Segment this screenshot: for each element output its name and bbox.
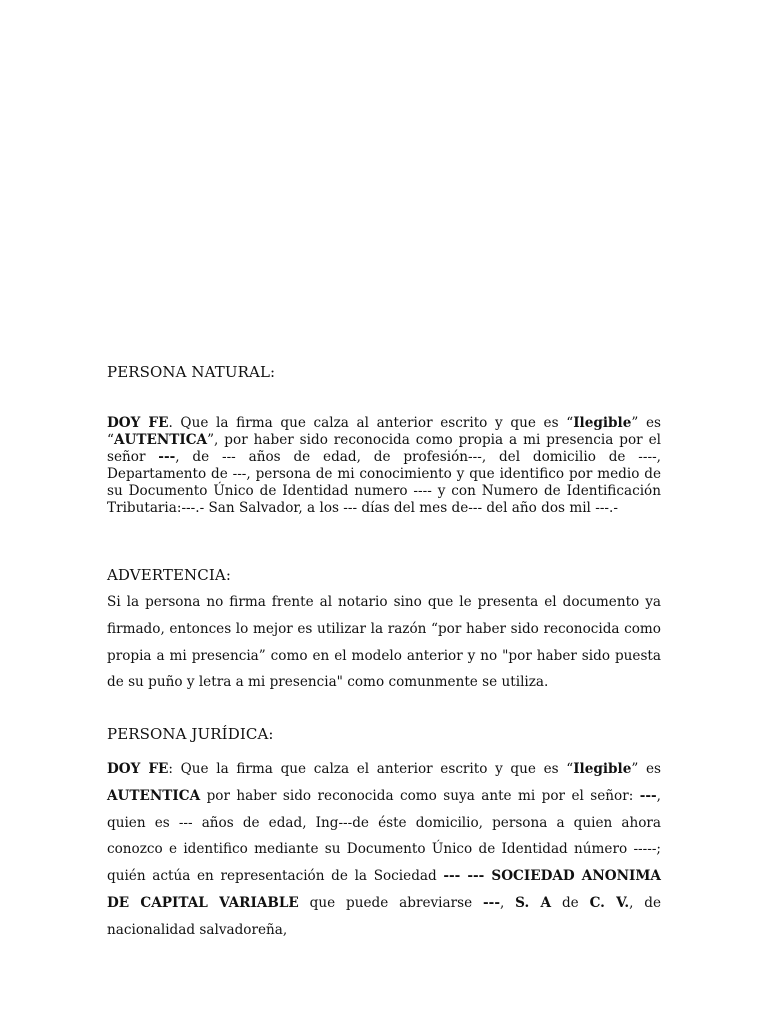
text-segment: , de nacionalidad salvadoreña, <box>107 894 661 938</box>
cv-label: C. V. <box>589 894 630 911</box>
autentica-label: AUTENTICA <box>113 432 208 448</box>
ilegible-label: Ilegible <box>573 761 632 777</box>
section-persona-natural <box>107 363 661 381</box>
ilegible-label: Ilegible <box>573 415 632 431</box>
text-segment: : Que la firma que calza el anterior escrito y que es “ <box>168 761 574 777</box>
paragraph-doy-fe-natural <box>107 415 661 517</box>
text-segment: ” es “ <box>107 415 661 448</box>
section-advertencia <box>107 566 661 584</box>
doy-fe-label: DOY FE <box>107 761 169 777</box>
placeholder-dashes: --- <box>158 449 176 465</box>
text-segment: , <box>499 894 516 911</box>
heading-advertencia: ADVERTENCIA: <box>107 566 231 584</box>
paragraph-advertencia <box>107 589 661 696</box>
placeholder-dashes: --- <box>483 894 500 911</box>
text-segment: ” es <box>631 761 661 777</box>
autentica-label: AUTENTICA <box>107 787 201 804</box>
text-segment: , quien es --- años de edad, Ing---de éste domicilio, persona a quien ahora conozco e identifico mediante su Documento Único de Identidad número -----; quién actúa en representación de la Sociedad <box>107 787 661 885</box>
section-persona-juridica <box>107 725 661 743</box>
text-segment: , de --- años de edad, de profesión---, del domicilio de ----, Departamento de ---, persona de mi conocimiento y que identifico por medio de su Documento Único de Identidad numero ---- y con Numero de Identificación Tributaria:---.- San Salvador, a los --- días del mes de--- del año dos mil ---.- <box>107 449 661 516</box>
text-segment: ”, por haber sido reconocida como propia a mi presencia por el señor <box>107 432 661 465</box>
doy-fe-label: DOY FE <box>107 415 169 431</box>
heading-persona-natural: PERSONA NATURAL: <box>107 363 276 381</box>
advertencia-text: Si la persona no firma frente al notario sino que le presenta el documento ya firmado, entonces lo mejor es utilizar la razón “por haber sido reconocida como propia a mi presencia” como en el modelo anterior y no "por haber sido puesta de su puño y letra a mi presencia" como comunmente se utiliza. <box>107 594 661 691</box>
placeholder-dashes: --- <box>639 787 657 804</box>
text-segment: que puede abreviarse <box>298 894 484 911</box>
company-name: --- --- SOCIEDAD ANONIMA DE CAPITAL VARIABLE <box>107 868 661 911</box>
heading-persona-juridica: PERSONA JURÍDICA: <box>107 725 274 743</box>
text-segment: . Que la firma que calza al anterior escrito y que es “ <box>168 415 574 431</box>
text-segment: de <box>551 894 590 911</box>
sa-label: S. A <box>515 894 552 911</box>
paragraph-doy-fe-juridica <box>107 756 661 944</box>
text-segment: por haber sido reconocida como suya ante mi por el señor: <box>200 787 640 804</box>
